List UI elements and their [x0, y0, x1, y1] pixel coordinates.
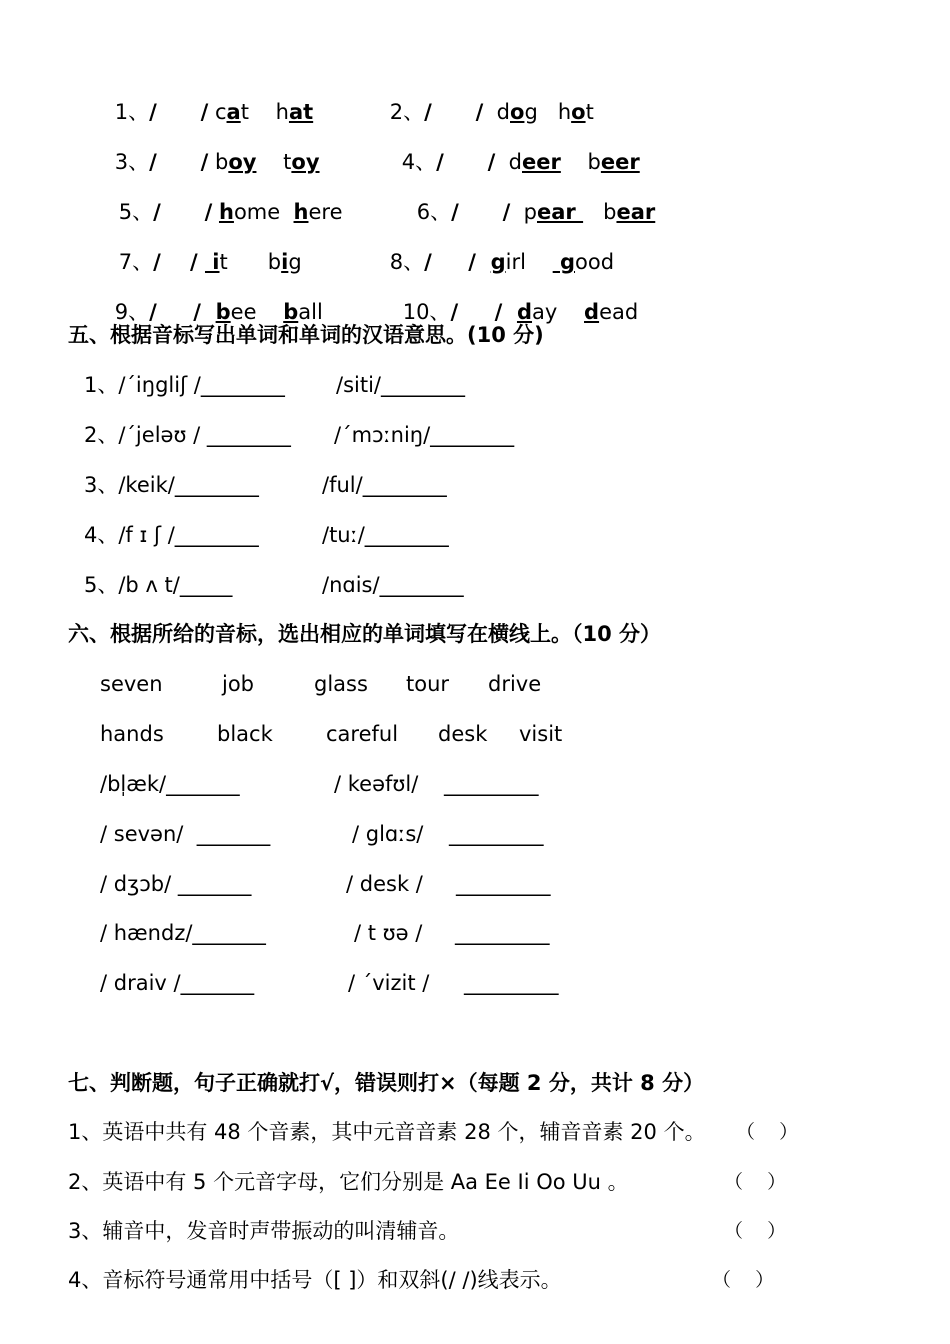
- word-part: ome: [233, 200, 281, 224]
- word-part: ead: [599, 300, 639, 324]
- item-number: 7、: [118, 250, 154, 274]
- answer-blank[interactable]: _________: [455, 921, 550, 945]
- word-part: g: [524, 100, 538, 124]
- word-part: t: [283, 150, 292, 174]
- item-number: 4、: [401, 150, 437, 174]
- phonetic-item: / sevən/ _______: [100, 822, 271, 846]
- underlined-letters: ear: [616, 200, 656, 224]
- item-number: 2、: [389, 100, 425, 124]
- judgement-item: 1、英语中共有 48 个音素，其中元音音素 28 个，辅音音素 20 个。: [68, 1120, 706, 1144]
- phonetic-item: / keəfʊl/: [334, 772, 419, 796]
- item-number: 5、: [118, 200, 154, 224]
- judgement-item: 3、辅音中，发音时声带振动的叫清辅音。: [68, 1219, 460, 1243]
- word-part: g: [288, 250, 302, 274]
- underlined-letters: i: [281, 250, 289, 274]
- blank-slashes: / /: [153, 200, 213, 224]
- word-part: t: [585, 100, 594, 124]
- word-part: b: [587, 150, 601, 174]
- word-part: irl: [505, 250, 526, 274]
- word-bank-item: hands: [100, 722, 164, 746]
- answer-blank[interactable]: _________: [456, 872, 551, 896]
- answer-parentheses[interactable]: （ ）: [724, 1171, 787, 1193]
- section-heading: 七、判断题，句子正确就打√，错误则打×（每题 2 分，共计 8 分）: [68, 1071, 705, 1095]
- phonetic-item: /nɑis/________: [322, 573, 464, 597]
- item-number: 1、: [114, 100, 150, 124]
- phonetic-item: / dʒɔb/ _______: [100, 872, 252, 896]
- word-part: b: [214, 150, 229, 174]
- phonetic-item: / ˊvizit /: [348, 971, 430, 995]
- word-part: b: [267, 250, 282, 274]
- blank-slashes: / /: [149, 100, 209, 124]
- answer-parentheses[interactable]: （ ）: [712, 1269, 775, 1291]
- word-bank-item: tour: [406, 672, 450, 696]
- underlined-letters: a: [226, 100, 241, 124]
- phonetic-item: / glɑːs/: [352, 822, 424, 846]
- phonetic-item: 3、/keik/________: [84, 473, 259, 497]
- blank-slashes: / /: [424, 100, 484, 124]
- word-part: p: [523, 200, 537, 224]
- item-number: 8、: [389, 250, 425, 274]
- underlined-letters: h: [218, 200, 234, 224]
- word-part: ood: [575, 250, 615, 274]
- underlined-letters: o: [510, 100, 525, 124]
- word-part: ere: [308, 200, 343, 224]
- word-bank-item: seven: [100, 672, 163, 696]
- phonics-item: 10、/ / day dead: [402, 300, 639, 324]
- underlined-letters: d: [584, 300, 600, 324]
- phonetic-item: /ful/________: [322, 473, 447, 497]
- word-part: b: [603, 200, 617, 224]
- word-part: h: [275, 100, 289, 124]
- word-bank-item: black: [217, 722, 273, 746]
- phonetic-item: / t ʊə /: [354, 921, 423, 945]
- underlined-letters: at: [288, 100, 314, 124]
- item-number: 3、: [114, 150, 150, 174]
- phonetic-item: 4、/f ɪ ʃ /________: [84, 523, 259, 547]
- word-bank-item: visit: [519, 722, 563, 746]
- item-number: 10、: [402, 300, 451, 324]
- underlined-letters: oy: [291, 150, 320, 174]
- judgement-item: 4、音标符号通常用中括号（[ ]）和双斜(/ /)线表示。: [68, 1268, 562, 1292]
- underlined-letters: o: [571, 100, 586, 124]
- phonetic-item: / desk /: [346, 872, 423, 896]
- phonetic-item: /tuː/________: [322, 523, 449, 547]
- word-part: d: [496, 100, 510, 124]
- phonics-item: 7、/ / it big: [118, 250, 302, 274]
- phonetic-item: / hændz/_______: [100, 921, 266, 945]
- phonetic-item: / draiv /_______: [100, 971, 255, 995]
- word-part: t: [240, 100, 249, 124]
- underlined-letters: d: [516, 300, 533, 324]
- word-bank-item: job: [222, 672, 255, 696]
- word-part: ee: [230, 300, 257, 324]
- underlined-letters: eer: [600, 150, 640, 174]
- blank-slashes: / /: [149, 150, 209, 174]
- phonics-item: 8、/ / girl good: [389, 250, 615, 274]
- answer-blank[interactable]: _________: [444, 772, 539, 796]
- phonics-item: 9、/ / bee ball: [114, 300, 323, 324]
- item-number: 9、: [114, 300, 150, 324]
- underlined-letters: ear: [537, 200, 584, 224]
- word-bank-item: drive: [488, 672, 542, 696]
- judgement-item: 2、英语中有 5 个元音字母，它们分别是 Aa Ee Ii Oo Uu 。: [68, 1170, 629, 1194]
- underlined-letters: eer: [522, 150, 561, 174]
- answer-parentheses[interactable]: （ ）: [724, 1220, 787, 1242]
- word-part: all: [298, 300, 323, 324]
- item-number: 6、: [416, 200, 452, 224]
- phonetic-item: 2、/ˊjeləʊ / ________: [84, 423, 291, 447]
- underlined-letters: g: [552, 250, 576, 274]
- answer-parentheses[interactable]: （ ）: [736, 1121, 799, 1143]
- word-bank-item: careful: [326, 722, 399, 746]
- phonetic-item: /bl̩æk/_______: [100, 772, 240, 796]
- phonetic-item: /ˊmɔːniŋ/________: [334, 423, 515, 447]
- section-heading: 六、根据所给的音标，选出相应的单词填写在横线上。（10 分）: [68, 622, 662, 646]
- answer-blank[interactable]: _________: [464, 971, 559, 995]
- word-part: ay: [532, 300, 558, 324]
- word-bank-item: glass: [314, 672, 368, 696]
- word-part: h: [557, 100, 572, 124]
- underlined-letters: g: [490, 250, 506, 274]
- section-heading: 五、根据音标写出单词和单词的汉语意思。(10 分): [68, 323, 544, 347]
- blank-slashes: / /: [451, 200, 511, 224]
- phonetic-item: 5、/b ʌ t/_____: [84, 573, 233, 597]
- underlined-letters: h: [293, 200, 309, 224]
- phonetic-item: /siti/________: [336, 373, 465, 397]
- blank-slashes: / /: [436, 150, 496, 174]
- phonetic-item: 1、/ˊiŋgliʃ /________: [84, 373, 285, 397]
- underlined-letters: i: [204, 250, 220, 274]
- word-part: c: [214, 100, 227, 124]
- word-part: d: [508, 150, 522, 174]
- underlined-letters: b: [283, 300, 299, 324]
- answer-blank[interactable]: _________: [449, 822, 544, 846]
- underlined-letters: b: [215, 300, 231, 324]
- word-part: t: [219, 250, 228, 274]
- underlined-letters: oy: [228, 150, 257, 174]
- word-bank-item: desk: [438, 722, 488, 746]
